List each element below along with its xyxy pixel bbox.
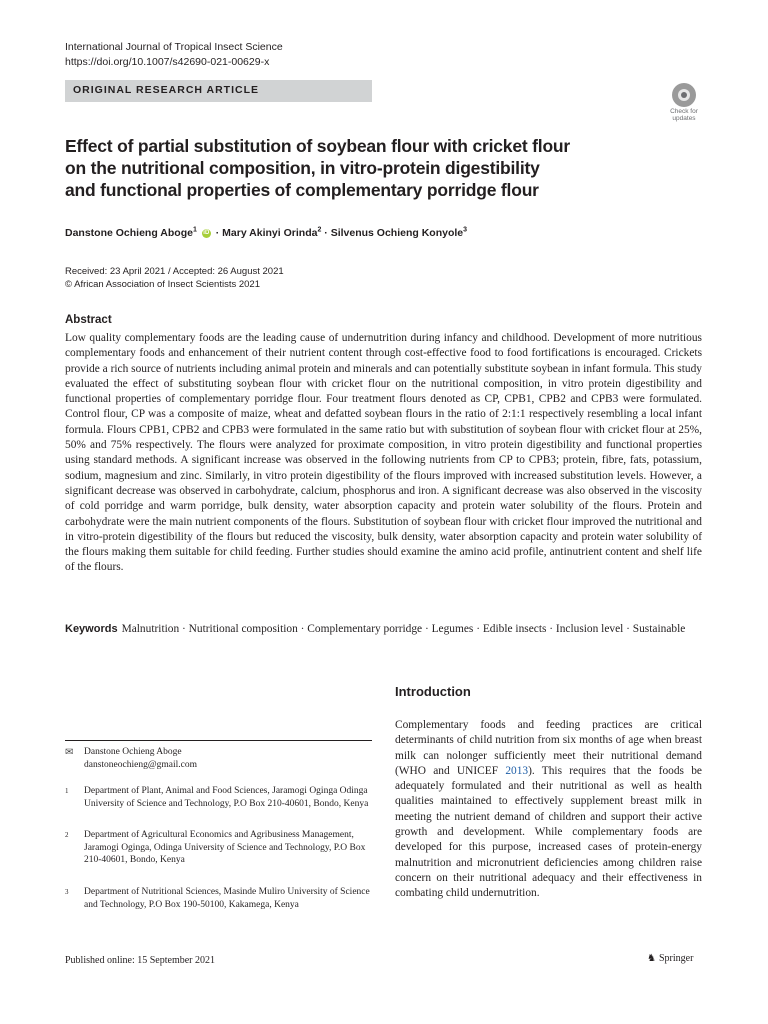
introduction-text: Complementary foods and feeding practices are critical determinants of child nutrition from six months of age when breast milk can nolonger sufficiently meet their nutritional demand (WHO and UNICEF 2013). This requires that the foods be adequately formulated and their nutritional as well as health qualities maintained to effectively supplement breast milk in meeting the nutrient demand of children and support their active growth and development. While complementary foods are developed for this purpose, increased cases of protein-energy malnutrition and micronutrient deficiencies among children raise concern on their nutritional adequacy and their effectiveness in combating child undernutrition. bbox=[395, 719, 702, 900]
doi-link[interactable]: https://doi.org/10.1007/s42690-021-00629-x bbox=[65, 56, 270, 68]
title-line: Effect of partial substitution of soybean flour with cricket flour bbox=[65, 136, 571, 156]
author-name[interactable]: Danstone Ochieng Aboge bbox=[65, 227, 193, 239]
check-for-updates-icon bbox=[672, 83, 696, 107]
affiliation-number: 3 bbox=[65, 888, 69, 896]
footnote-divider bbox=[65, 740, 372, 741]
publisher-name: Springer bbox=[659, 953, 694, 964]
orcid-icon[interactable]: iD bbox=[203, 229, 210, 236]
affiliation-footnote bbox=[65, 829, 372, 867]
affiliation-footnote bbox=[65, 886, 372, 911]
abstract-heading: Abstract bbox=[65, 314, 112, 326]
author-separator: · bbox=[212, 227, 223, 239]
envelope-icon: ✉ bbox=[65, 747, 74, 758]
springer-horse-icon: ♞ bbox=[647, 953, 656, 964]
title-line: and functional properties of complementary porridge flour bbox=[65, 180, 539, 200]
author-name[interactable]: Silvenus Ochieng Konyole bbox=[330, 227, 464, 239]
affiliation-number: 2 bbox=[65, 831, 69, 839]
correspondence-name: Danstone Ochieng Aboge bbox=[84, 747, 182, 757]
keywords-label: Keywords bbox=[65, 623, 118, 635]
affiliation-text: Department of Nutritional Sciences, Masinde Muliro University of Science and Technology, P.O Box 190-50100, Kakamega, Kenya bbox=[84, 887, 370, 910]
check-for-updates-button[interactable] bbox=[664, 83, 704, 125]
correspondence-email[interactable]: danstoneochieng@gmail.com bbox=[84, 759, 197, 770]
publisher-mark bbox=[646, 953, 693, 964]
article-dates bbox=[65, 265, 284, 291]
received-accepted-dates: Received: 23 April 2021 / Accepted: 26 August 2021 bbox=[65, 266, 284, 277]
article-title bbox=[65, 135, 685, 201]
author-separator: · bbox=[321, 227, 331, 239]
title-line: on the nutritional composition, in vitro-protein digestibility bbox=[65, 158, 540, 178]
affiliation-mark: 1 bbox=[192, 226, 197, 234]
article-type-badge bbox=[65, 80, 372, 102]
affiliation-number: 1 bbox=[65, 787, 69, 795]
author-name[interactable]: Mary Akinyi Orinda bbox=[222, 227, 318, 239]
check-for-updates-label: Check for updates bbox=[670, 108, 698, 122]
introduction-heading: Introduction bbox=[395, 684, 471, 699]
citation-link[interactable]: 2013 bbox=[505, 764, 529, 777]
keywords-list: Malnutrition · Nutritional composition · Complementary porridge · Legumes · Edible insects · Inclusion level · Sustainable bbox=[121, 623, 686, 635]
abstract-text: Low quality complementary foods are the leading cause of undernutrition during infancy and childhood. Development of more nutritious complementary foods and enhancement of their nutrient content through cost-effective food to food fortifications is encouraged. Crickets provide a rich source of nutrients including animal protein and minerals and can potentially substitute soybean in infant formula. This study evaluated the effect of substituting soybean flour with cricket flour on the nutritional composition, in vitro protein digestibility and functional properties of complementary porridge flour. Four treatment flours denoted as CP, CPB1, CPB2 and CPB3 were formulated. Control flour, CP was a composite of maize, wheat and defatted soybean flours in the ratio of 2:1:1 respectively resembling a local infant formula. Flours CPB1, CPB2 and CPB3 were formulated in the same ratio but with substitution of soybean flour with cricket flour at 25%, 50% and 75% respectively. The flours were analyzed for proximate composition, in vitro protein digestibility and functional properties using standard methods. A significant increase was observed in the following nutrients from CP to CPB3; protein, fibre, fats, potassium, sodium, magnesium and zinc. Similarly, in vitro protein digestibility of the flours improved with increased substitution levels. However, a significant decrease was observed in carbohydrate, calcium, phosphorus and iron. A significant decrease was also observed in the viscosity of cold porridge and warm porridge, bulk density, water absorption capacity and protein water solubility of the flours. Protein and carbohydrate were the main nutrient components of the flours. Substitution of soybean flour with cricket flour improved the nutritional and in vitro-protein digestibility of the flours but reduced the viscosity, bulk density, water absorption capacity and protein water solubility of the flours making them suitable for child feeding. Further studies should examine the amino acid profile, antinutrient content and shelf life of the flours. bbox=[65, 332, 702, 574]
affiliation-mark: 2 bbox=[317, 226, 322, 234]
journal-header bbox=[65, 40, 283, 70]
affiliation-text: Department of Plant, Animal and Food Sciences, Jaramogi Oginga Odinga University of Science and Technology, P.O Box 210-40601, Bondo, Kenya bbox=[84, 786, 369, 809]
keywords-block bbox=[65, 622, 702, 637]
author-list bbox=[65, 226, 467, 240]
published-online-date: Published online: 15 September 2021 bbox=[65, 955, 215, 966]
correspondence-footnote bbox=[65, 746, 372, 771]
article-type-label: ORIGINAL RESEARCH ARTICLE bbox=[73, 84, 260, 96]
journal-name: International Journal of Tropical Insect Science bbox=[65, 41, 283, 53]
affiliation-footnote bbox=[65, 785, 372, 810]
affiliation-mark: 3 bbox=[463, 226, 468, 234]
copyright-notice: © African Association of Insect Scientists 2021 bbox=[65, 279, 260, 290]
affiliation-text: Department of Agricultural Economics and Agribusiness Management, Jaramogi Oginga, Odinga University of Science and Technology, P.O Box 210-40601, Bondo, Kenya bbox=[84, 830, 366, 865]
